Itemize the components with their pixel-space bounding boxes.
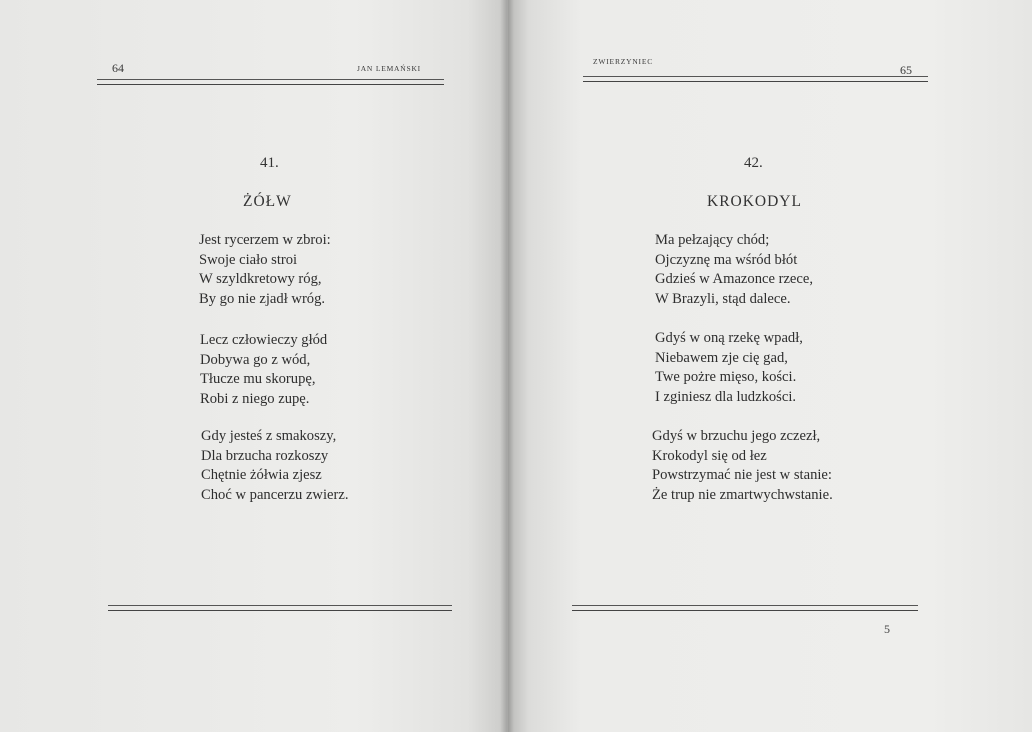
poem-line: Gdy jesteś z smakoszy, <box>201 428 337 444</box>
left-header-rule <box>97 79 444 85</box>
poem-line: Robi z niego zupę. <box>200 390 310 407</box>
poem-line: Ojczyznę ma wśród błót <box>655 251 798 268</box>
poem-line: Że trup nie zmartwychwstanie. <box>652 486 833 503</box>
right-page <box>508 0 1032 732</box>
poem-line: Swoje ciało stroi <box>199 251 298 268</box>
poem-line: W szyldkretowy róg, <box>199 271 322 288</box>
poem-line: By go nie zjadł wróg. <box>199 290 326 307</box>
left-poem-number: 41. <box>260 155 279 171</box>
right-stanza-3 <box>652 427 833 505</box>
poem-line: Powstrzymać nie jest w stanie: <box>652 467 832 484</box>
poem-line: Gdyś w brzuchu jego zczezł, <box>652 428 821 444</box>
poem-line: Dla brzucha rozkoszy <box>201 447 329 464</box>
right-stanza-1 <box>655 231 813 309</box>
poem-line: W Brazyli, stąd dalece. <box>655 290 791 307</box>
right-running-head: ZWIERZYNIEC <box>593 57 654 66</box>
right-poem-number: 42. <box>744 155 763 171</box>
right-poem-title: KROKODYL <box>707 193 802 210</box>
left-footer-rule <box>108 605 452 611</box>
left-page <box>0 0 508 732</box>
right-stanza-2 <box>655 329 803 407</box>
left-poem-title: ŻÓŁW <box>243 193 292 210</box>
left-stanza-2 <box>200 331 327 409</box>
right-footer-rule <box>572 605 918 611</box>
right-page-number: 65 <box>900 63 912 77</box>
poem-line: Chętnie żółwia zjesz <box>201 467 322 484</box>
left-running-head: JAN LEMAŃSKI <box>357 64 421 73</box>
right-header-rule <box>583 76 928 82</box>
poem-line: Jest rycerzem w zbroi: <box>199 232 331 248</box>
poem-line: Niebawem zje cię gad, <box>655 349 788 366</box>
poem-line: I zginiesz dla ludzkości. <box>655 388 797 405</box>
left-stanza-1 <box>199 231 331 309</box>
signature-mark: 5 <box>884 622 890 636</box>
poem-line: Tłucze mu skorupę, <box>200 371 316 388</box>
book-gutter <box>500 0 514 732</box>
left-page-number: 64 <box>112 61 124 75</box>
poem-line: Ma pełzający chód; <box>655 232 770 248</box>
poem-line: Choć w pancerzu zwierz. <box>201 486 349 503</box>
poem-line: Gdyś w oną rzekę wpadł, <box>655 330 803 346</box>
left-stanza-3 <box>201 427 348 505</box>
poem-line: Dobywa go z wód, <box>200 351 311 368</box>
poem-line: Lecz człowieczy głód <box>200 332 328 348</box>
poem-line: Krokodyl się od łez <box>652 447 767 464</box>
poem-line: Gdzieś w Amazonce rzece, <box>655 271 814 288</box>
poem-line: Twe pożre mięso, kości. <box>655 369 797 386</box>
